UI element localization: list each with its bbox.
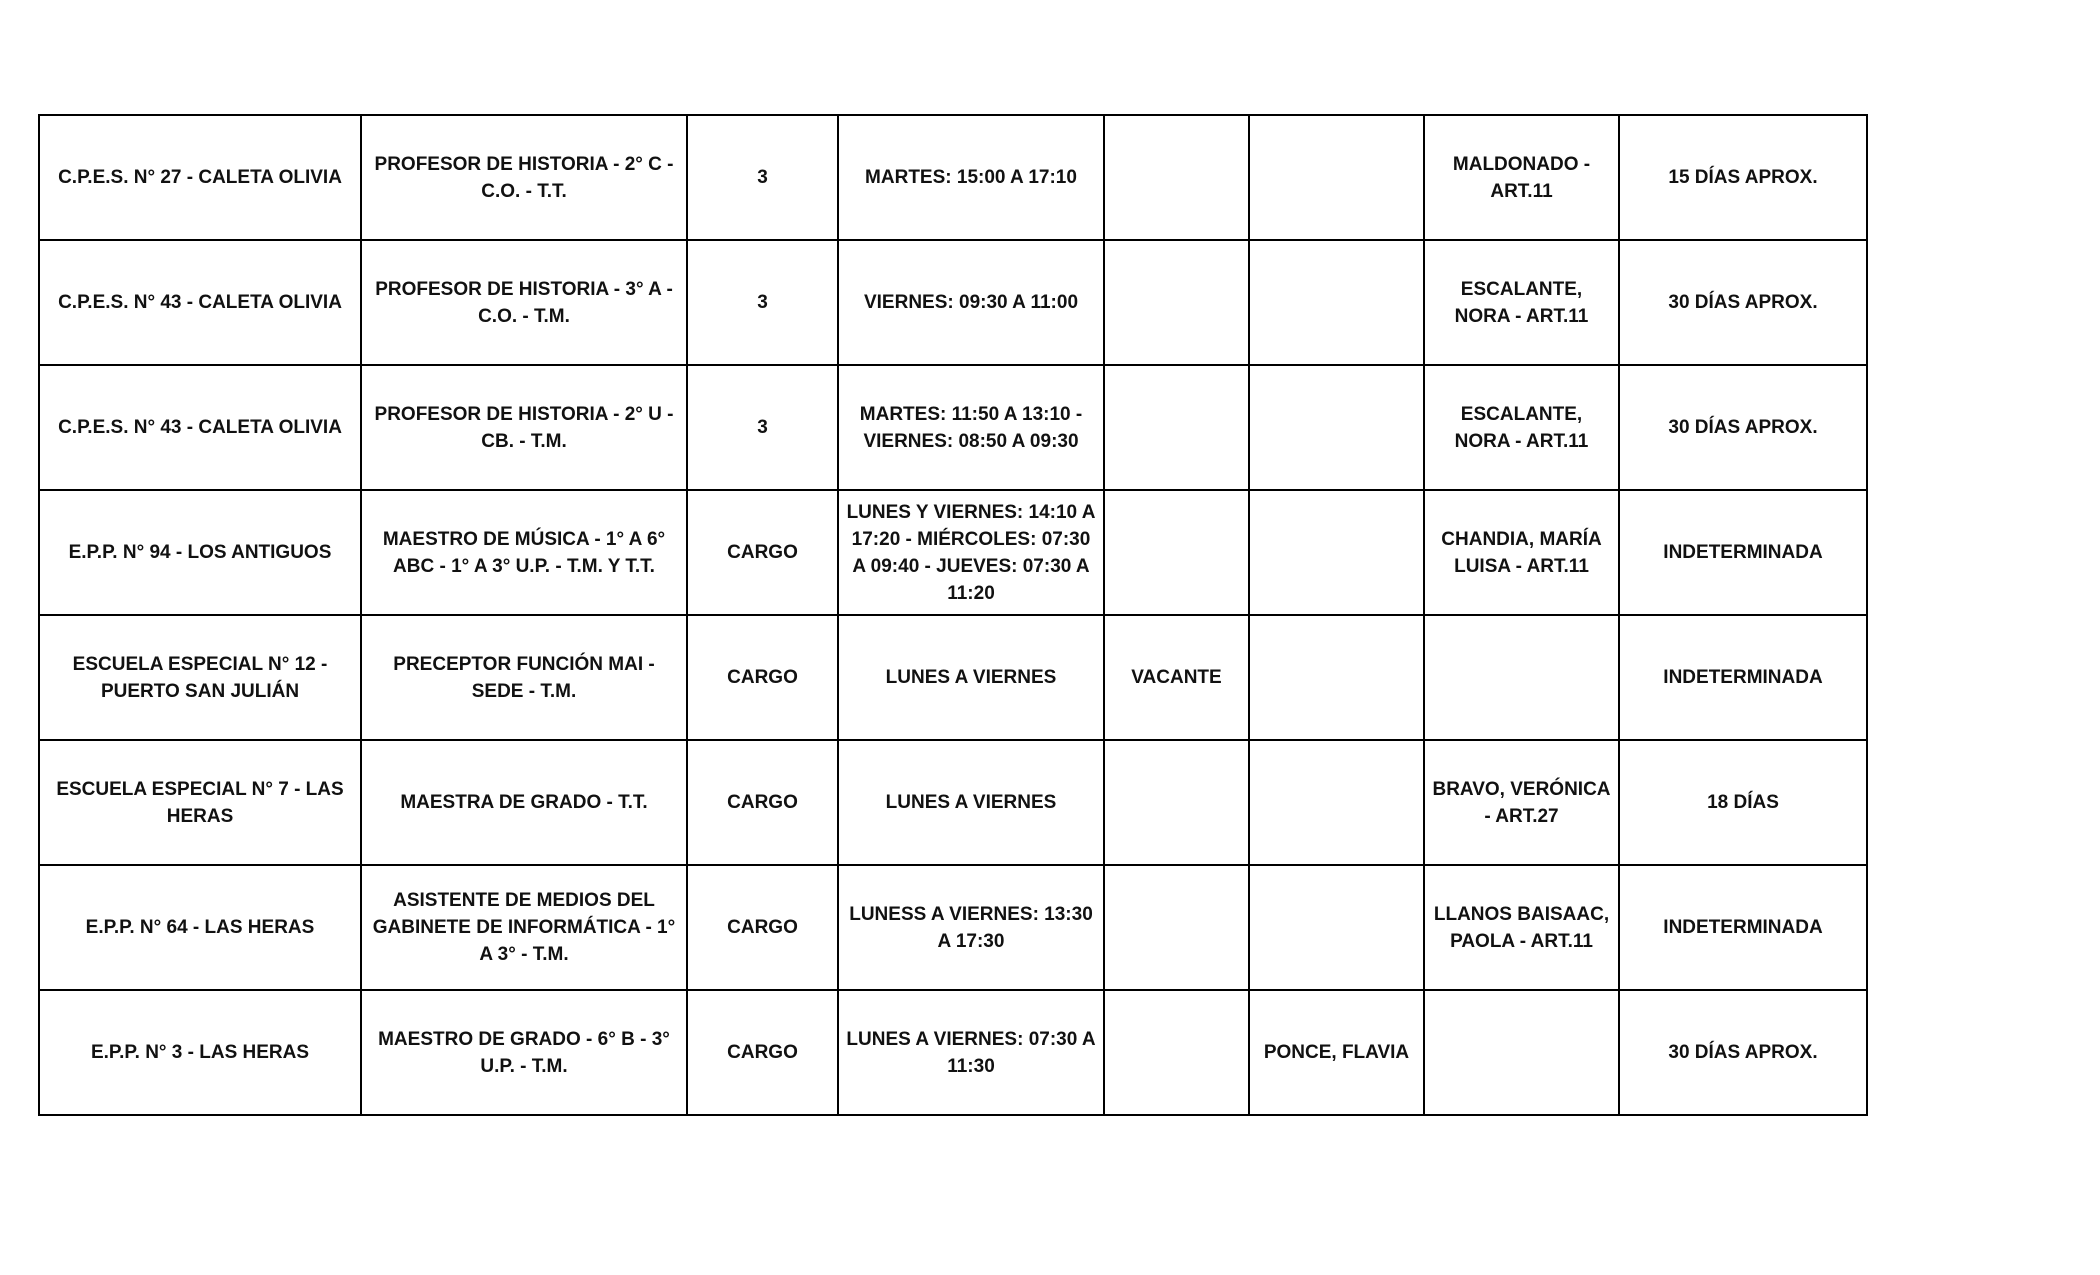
duration-cell: 18 DÍAS	[1619, 740, 1867, 865]
vacancy-cell	[1104, 365, 1249, 490]
school-cell: E.P.P. N° 94 - LOS ANTIGUOS	[39, 490, 361, 615]
vacancy-cell	[1104, 740, 1249, 865]
school-cell: E.P.P. N° 64 - LAS HERAS	[39, 865, 361, 990]
replacement-cell: ESCALANTE, NORA - ART.11	[1424, 240, 1619, 365]
vacancy-cell	[1104, 865, 1249, 990]
schedule-cell: LUNES A VIERNES: 07:30 A 11:30	[838, 990, 1104, 1115]
duration-cell: INDETERMINADA	[1619, 615, 1867, 740]
hours-cell: CARGO	[687, 490, 838, 615]
table-row	[39, 740, 1867, 865]
holder-cell	[1249, 490, 1424, 615]
schedule-cell: MARTES: 11:50 A 13:10 - VIERNES: 08:50 A 09:30	[838, 365, 1104, 490]
position-cell: ASISTENTE DE MEDIOS DEL GABINETE DE INFORMÁTICA - 1° A 3° - T.M.	[361, 865, 687, 990]
replacement-cell: BRAVO, VERÓNICA - ART.27	[1424, 740, 1619, 865]
schedule-cell: LUNES A VIERNES	[838, 740, 1104, 865]
vacancies-table	[38, 114, 1868, 1116]
school-cell: C.P.E.S. N° 27 - CALETA OLIVIA	[39, 115, 361, 240]
vacancy-cell	[1104, 240, 1249, 365]
table-row	[39, 240, 1867, 365]
duration-cell: 30 DÍAS APROX.	[1619, 240, 1867, 365]
holder-cell	[1249, 740, 1424, 865]
position-cell: MAESTRO DE MÚSICA - 1° A 6° ABC - 1° A 3° U.P. - T.M. Y T.T.	[361, 490, 687, 615]
position-cell: PROFESOR DE HISTORIA - 2° U - CB. - T.M.	[361, 365, 687, 490]
hours-cell: CARGO	[687, 990, 838, 1115]
holder-cell: PONCE, FLAVIA	[1249, 990, 1424, 1115]
schedule-cell: LUNES A VIERNES	[838, 615, 1104, 740]
replacement-cell: MALDONADO - ART.11	[1424, 115, 1619, 240]
position-cell: PRECEPTOR FUNCIÓN MAI - SEDE - T.M.	[361, 615, 687, 740]
schedule-cell: LUNESS A VIERNES: 13:30 A 17:30	[838, 865, 1104, 990]
vacancy-cell	[1104, 115, 1249, 240]
vacancy-cell: VACANTE	[1104, 615, 1249, 740]
duration-cell: 30 DÍAS APROX.	[1619, 365, 1867, 490]
hours-cell: CARGO	[687, 615, 838, 740]
duration-cell: INDETERMINADA	[1619, 865, 1867, 990]
table-row	[39, 365, 1867, 490]
table-row	[39, 990, 1867, 1115]
position-cell: PROFESOR DE HISTORIA - 2° C - C.O. - T.T.	[361, 115, 687, 240]
school-cell: C.P.E.S. N° 43 - CALETA OLIVIA	[39, 240, 361, 365]
hours-cell: CARGO	[687, 865, 838, 990]
vacancies-table-body	[39, 115, 1867, 1115]
school-cell: E.P.P. N° 3 - LAS HERAS	[39, 990, 361, 1115]
replacement-cell: LLANOS BAISAAC, PAOLA - ART.11	[1424, 865, 1619, 990]
schedule-cell: VIERNES: 09:30 A 11:00	[838, 240, 1104, 365]
hours-cell: 3	[687, 365, 838, 490]
vacancy-cell	[1104, 490, 1249, 615]
replacement-cell	[1424, 990, 1619, 1115]
holder-cell	[1249, 115, 1424, 240]
vacancy-cell	[1104, 990, 1249, 1115]
school-cell: C.P.E.S. N° 43 - CALETA OLIVIA	[39, 365, 361, 490]
holder-cell	[1249, 865, 1424, 990]
replacement-cell: ESCALANTE, NORA - ART.11	[1424, 365, 1619, 490]
table-row	[39, 115, 1867, 240]
table-row	[39, 865, 1867, 990]
duration-cell: INDETERMINADA	[1619, 490, 1867, 615]
position-cell: MAESTRO DE GRADO - 6° B - 3° U.P. - T.M.	[361, 990, 687, 1115]
replacement-cell: CHANDIA, MARÍA LUISA - ART.11	[1424, 490, 1619, 615]
school-cell: ESCUELA ESPECIAL N° 7 - LAS HERAS	[39, 740, 361, 865]
hours-cell: 3	[687, 115, 838, 240]
duration-cell: 30 DÍAS APROX.	[1619, 990, 1867, 1115]
replacement-cell	[1424, 615, 1619, 740]
schedule-cell: MARTES: 15:00 A 17:10	[838, 115, 1104, 240]
position-cell: PROFESOR DE HISTORIA - 3° A - C.O. - T.M.	[361, 240, 687, 365]
schedule-cell: LUNES Y VIERNES: 14:10 A 17:20 - MIÉRCOLES: 07:30 A 09:40 - JUEVES: 07:30 A 11:20	[838, 490, 1104, 615]
holder-cell	[1249, 240, 1424, 365]
position-cell: MAESTRA DE GRADO - T.T.	[361, 740, 687, 865]
table-row	[39, 615, 1867, 740]
hours-cell: CARGO	[687, 740, 838, 865]
holder-cell	[1249, 365, 1424, 490]
holder-cell	[1249, 615, 1424, 740]
hours-cell: 3	[687, 240, 838, 365]
school-cell: ESCUELA ESPECIAL N° 12 - PUERTO SAN JULIÁN	[39, 615, 361, 740]
table-row	[39, 490, 1867, 615]
duration-cell: 15 DÍAS APROX.	[1619, 115, 1867, 240]
